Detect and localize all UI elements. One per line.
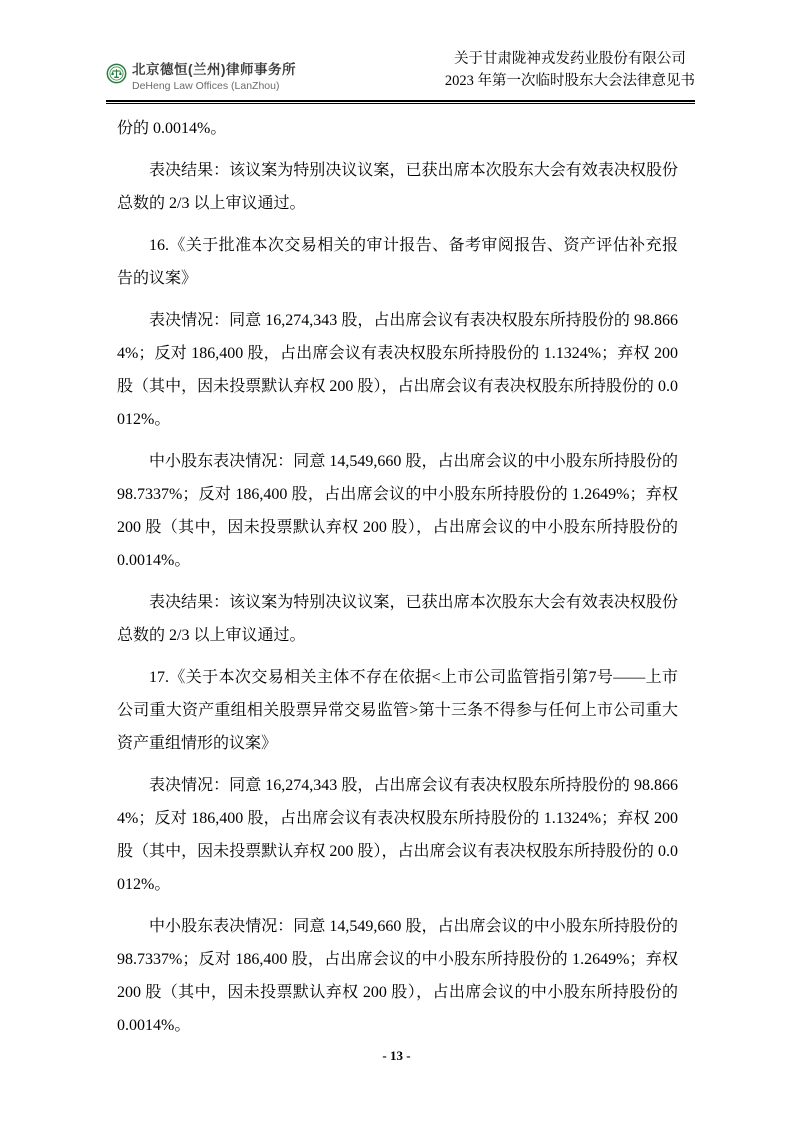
paragraph-proposal-17-minority-votes: 中小股东表决情况：同意 14,549,660 股，占出席会议的中小股东所持股份的 98.7337%；反对 186,400 股，占出席会议的中小股东所持股份的 1.2649%；弃权 200 股（其中，因未投票默认弃权 200 股），占出席会议的中小股东所持股份的 0.0014%。 <box>117 918 678 1034</box>
document-title <box>445 48 695 92</box>
document-title-line2: 2023 年第一次临时股东大会法律意见书 <box>444 73 695 89</box>
paragraph-proposal-16-minority-votes: 中小股东表决情况：同意 14,549,660 股，占出席会议的中小股东所持股份的 98.7337%；反对 186,400 股，占出席会议的中小股东所持股份的 1.2649%；弃权 200 股（其中，因未投票默认弃权 200 股），占出席会议的中小股东所持股份的 0.0014%。 <box>117 453 678 569</box>
paragraph-proposal-16-title: 16.《关于批准本次交易相关的审计报告、备考审阅报告、资产评估补充报告的议案》 <box>117 237 678 287</box>
paragraph-continuation: 份的 0.0014%。 <box>117 120 227 137</box>
deheng-scales-emblem-icon <box>106 63 127 84</box>
firm-name-chinese: 北京德恒(兰州)律师事务所 <box>132 62 296 78</box>
document-title-line1: 关于甘肃陇神戎发药业股份有限公司 <box>453 51 686 67</box>
document-body <box>117 112 678 1042</box>
paragraph-proposal-17-title: 17.《关于本次交易相关主体不存在依据<上市公司监管指引第7号——上市公司重大资产重组相关股票异常交易监管>第十三条不得参与任何上市公司重大资产重组情形的议案》 <box>117 669 678 752</box>
paragraph-vote-result-16: 表决结果：该议案为特别决议议案，已获出席本次股东大会有效表决权股份总数的 2/3 以上审议通过。 <box>117 594 678 644</box>
page-number: - 13 - <box>382 1048 411 1063</box>
paragraph-proposal-17-votes: 表决情况：同意 16,274,343 股，占出席会议有表决权股东所持股份的 98.8664%；反对 186,400 股，占出席会议有表决权股东所持股份的 1.1324%；弃权 200 股（其中，因未投票默认弃权 200 股），占出席会议有表决权股东所持股份的 0.0012%。 <box>117 777 678 893</box>
header-divider-rule <box>106 100 695 104</box>
page-header <box>106 48 695 104</box>
paragraph-proposal-16-votes: 表决情况：同意 16,274,343 股，占出席会议有表决权股东所持股份的 98.8664%；反对 186,400 股，占出席会议有表决权股东所持股份的 1.1324%；弃权 200 股（其中，因未投票默认弃权 200 股），占出席会议有表决权股东所持股份的 0.0012%。 <box>117 312 678 428</box>
law-firm-identity <box>106 60 296 92</box>
paragraph-vote-result-15: 表决结果：该议案为特别决议议案，已获出席本次股东大会有效表决权股份总数的 2/3 以上审议通过。 <box>117 162 678 212</box>
firm-name-english: DeHeng Law Offices (LanZhou) <box>132 79 280 92</box>
